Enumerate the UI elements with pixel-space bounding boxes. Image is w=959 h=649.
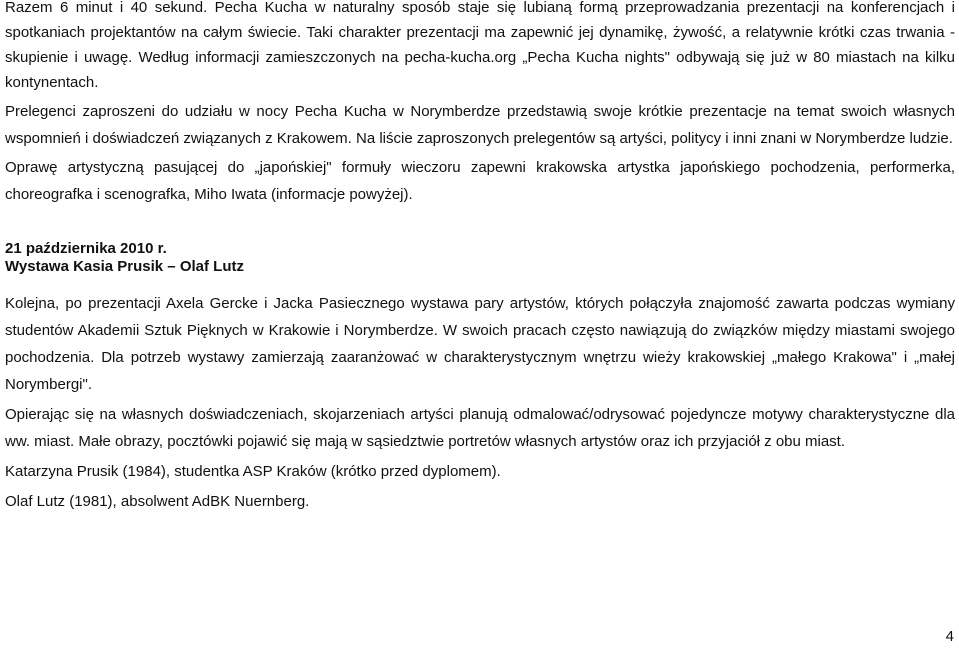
- document-page: [5, 0, 955, 515]
- exhibition-title: Wystawa Kasia Prusik – Olaf Lutz: [5, 258, 244, 275]
- speakers-paragraph: Prelegenci zaproszeni do udziału w nocy Pecha Kucha w Norymberdze przedstawią swoje krótkie prezentacje na temat swoich własnych wspomnień i doświadczeń związanych z Krakowem. Na liście zaproszonych prelegentów są artyści, politycy i inni znani w Norymberdze ludzie.: [5, 103, 955, 147]
- artist-bio-prusik: Katarzyna Prusik (1984), studentka ASP Kraków (krótko przed dyplomem).: [5, 463, 501, 480]
- artists-plan-paragraph: Opierając się na własnych doświadczeniach, skojarzeniach artyści planują odmalować/odrysować pojedyncze motywy charakterystyczne dla ww. miast. Małe obrazy, pocztówki pojawić się mają w sąsiedztwie portretów własnych artystów oraz ich przyjaciół z obu miast.: [5, 406, 955, 450]
- event-date: 21 października 2010 r.: [5, 240, 167, 257]
- artist-bio-lutz: Olaf Lutz (1981), absolwent AdBK Nuernberg.: [5, 493, 310, 510]
- intro-paragraph: Razem 6 minut i 40 sekund. Pecha Kucha w naturalny sposób staje się lubianą formą przeprowadzania prezentacji na konferencjach i spotkaniach projektantów na całym świecie. Taki charakter prezentacji ma zapewnić jej dynamikę, żywość, a relatywnie krótki czas trwania - skupienie i uwagę. Według informacji zamieszczonych na pecha-kucha.org „Pecha Kucha nights" odbywają się już w 80 miastach na kilku kontynentach.: [5, 0, 955, 91]
- artistic-setting-paragraph: Oprawę artystyczną pasującej do „japońskiej" formuły wieczoru zapewni krakowska artystka japońskiego pochodzenia, performerka, choreografka i scenografka, Miho Iwata (informacje powyżej).: [5, 159, 955, 203]
- exhibition-description-paragraph: Kolejna, po prezentacji Axela Gercke i Jacka Pasiecznego wystawa pary artystów, których połączyła znajomość zawarta podczas wymiany studentów Akademii Sztuk Pięknych w Krakowie i Norymberdze. W swoich pracach często nawiązują do związków między miastami swojego pochodzenia. Dla potrzeb wystawy zamierzają zaaranżować w charakterystycznym wnętrzu wieży krakowskiej „małego Krakowa" i „małej Norymbergi".: [5, 295, 955, 393]
- page-number: 4: [945, 628, 954, 645]
